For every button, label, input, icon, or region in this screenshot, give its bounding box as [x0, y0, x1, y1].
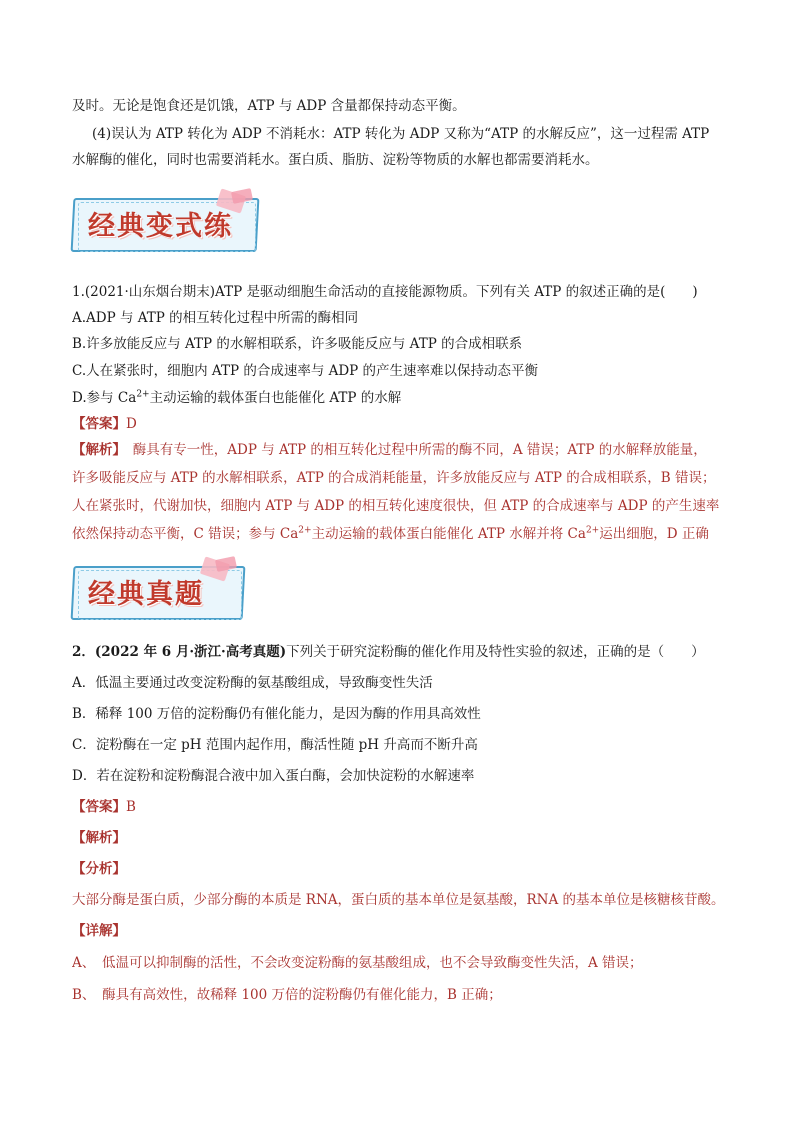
q1-analysis-line-4 [72, 524, 732, 544]
q2-stem [72, 642, 732, 662]
answer-label: 【答案】 [72, 799, 126, 815]
q1-option-d-pre: D.参与 Ca [72, 390, 137, 406]
section-banner-classic-exam [72, 560, 252, 626]
section-title: 经典真题 [88, 579, 204, 610]
q1-option-a: A.ADP 与 ATP 的相互转化过程中所需的酶相同 [72, 310, 359, 326]
q2-fenxi-text: 大部分酶是蛋白质，少部分酶的本质是 RNA，蛋白质的基本单位是氨基酸，RNA 的基本单位是核糖核苷酸。 [72, 892, 725, 908]
q2-option-b: B．稀释 100 万倍的淀粉酶仍有催化能力，是因为酶的作用具高效性 [72, 706, 481, 722]
answer-value: B [126, 799, 136, 815]
q2-detail-a: A、 低温可以抑制酶的活性，不会改变淀粉酶的氨基酸组成，也不会导致酶变性失活，A 错误； [72, 955, 643, 971]
q2-detail-b: B、 酶具有高效性，故稀释 100 万倍的淀粉酶仍有催化能力，B 正确； [72, 987, 502, 1003]
q1-analysis-line-2: 许多吸能反应与 ATP 的水解相联系，ATP 的合成消耗能量，许多放能反应与 ATP 的合成相联系，B 错误； [72, 470, 716, 486]
q1-analysis-line-3: 人在紧张时，代谢加快，细胞内 ATP 与 ADP 的相互转化速度很快，但 ATP 的合成速率与 ADP 的产生速率 [72, 498, 720, 514]
q2-number: 2． [72, 644, 95, 660]
q1-stem: 1.(2021·山东烟台期末)ATP 是驱动细胞生命活动的直接能源物质。下列有关 ATP 的叙述正确的是( ) [72, 284, 698, 300]
q2-answer [72, 797, 732, 817]
analysis-label: 【解析】 [72, 442, 120, 458]
intro-line-3: 水解酶的催化，同时也需要消耗水。蛋白质、脂肪、淀粉等物质的水解也都需要消耗水。 [72, 152, 599, 168]
intro-line-2: (4)误认为 ATP 转化为 ADP 不消耗水：ATP 转化为 ADP 又称为“ATP 的水解反应”，这一过程需 ATP [92, 126, 710, 142]
answer-label: 【答案】 [72, 416, 126, 432]
q1-answer [72, 414, 732, 434]
analysis4-c: 运出细胞，D 正确 [599, 526, 709, 542]
q2-option-a: A．低温主要通过改变淀粉酶的氨基酸组成，导致酶变性失活 [72, 675, 433, 691]
section-banner-variant-practice [72, 192, 262, 258]
analysis4-sup2: 2+ [585, 525, 600, 536]
analysis4-b: 主动运输的载体蛋白能催化 ATP 水解并将 Ca [311, 526, 586, 542]
q2-option-c: C．淀粉酶在一定 pH 范围内起作用，酶活性随 pH 升高而不断升高 [72, 737, 478, 753]
q1-option-d [72, 388, 732, 408]
analysis4-sup1: 2+ [298, 525, 312, 536]
intro-line-1: 及时。无论是饱食还是饥饿，ATP 与 ADP 含量都保持动态平衡。 [72, 98, 466, 114]
q1-option-d-post: 主动运输的载体蛋白也能催化 ATP 的水解 [149, 390, 402, 406]
q2-xiangjie-label [72, 921, 732, 941]
analysis4-a: 依然保持动态平衡，C 错误；参与 Ca [72, 526, 299, 542]
q2-source: (2022 年 6 月·浙江·高考真题) [94, 644, 287, 660]
q1-option-c: C.人在紧张时，细胞内 ATP 的合成速率与 ADP 的产生速率难以保持动态平衡 [72, 363, 539, 379]
q2-option-d: D．若在淀粉和淀粉酶混合液中加入蛋白酶，会加快淀粉的水解速率 [72, 768, 475, 784]
q2-stem-text: 下列关于研究淀粉酶的催化作用及特性实验的叙述，正确的是（ ） [286, 644, 705, 660]
analysis-text: 酶具有专一性，ADP 与 ATP 的相互转化过程中所需的酶不同，A 错误；ATP 的水解释放能量， [119, 442, 707, 458]
section-title: 经典变式练 [88, 211, 233, 242]
q2-fenxi-label [72, 859, 732, 879]
q1-option-b: B.许多放能反应与 ATP 的水解相联系，许多吸能反应与 ATP 的合成相联系 [72, 336, 523, 352]
q1-option-d-sup: 2+ [136, 389, 150, 400]
q2-analysis-label [72, 828, 732, 848]
analysis-label: 【解析】 [72, 830, 126, 846]
xiangjie-label: 【详解】 [72, 923, 126, 939]
q1-analysis-line-1 [72, 440, 732, 460]
fenxi-label: 【分析】 [72, 861, 126, 877]
answer-value: D [126, 416, 137, 432]
